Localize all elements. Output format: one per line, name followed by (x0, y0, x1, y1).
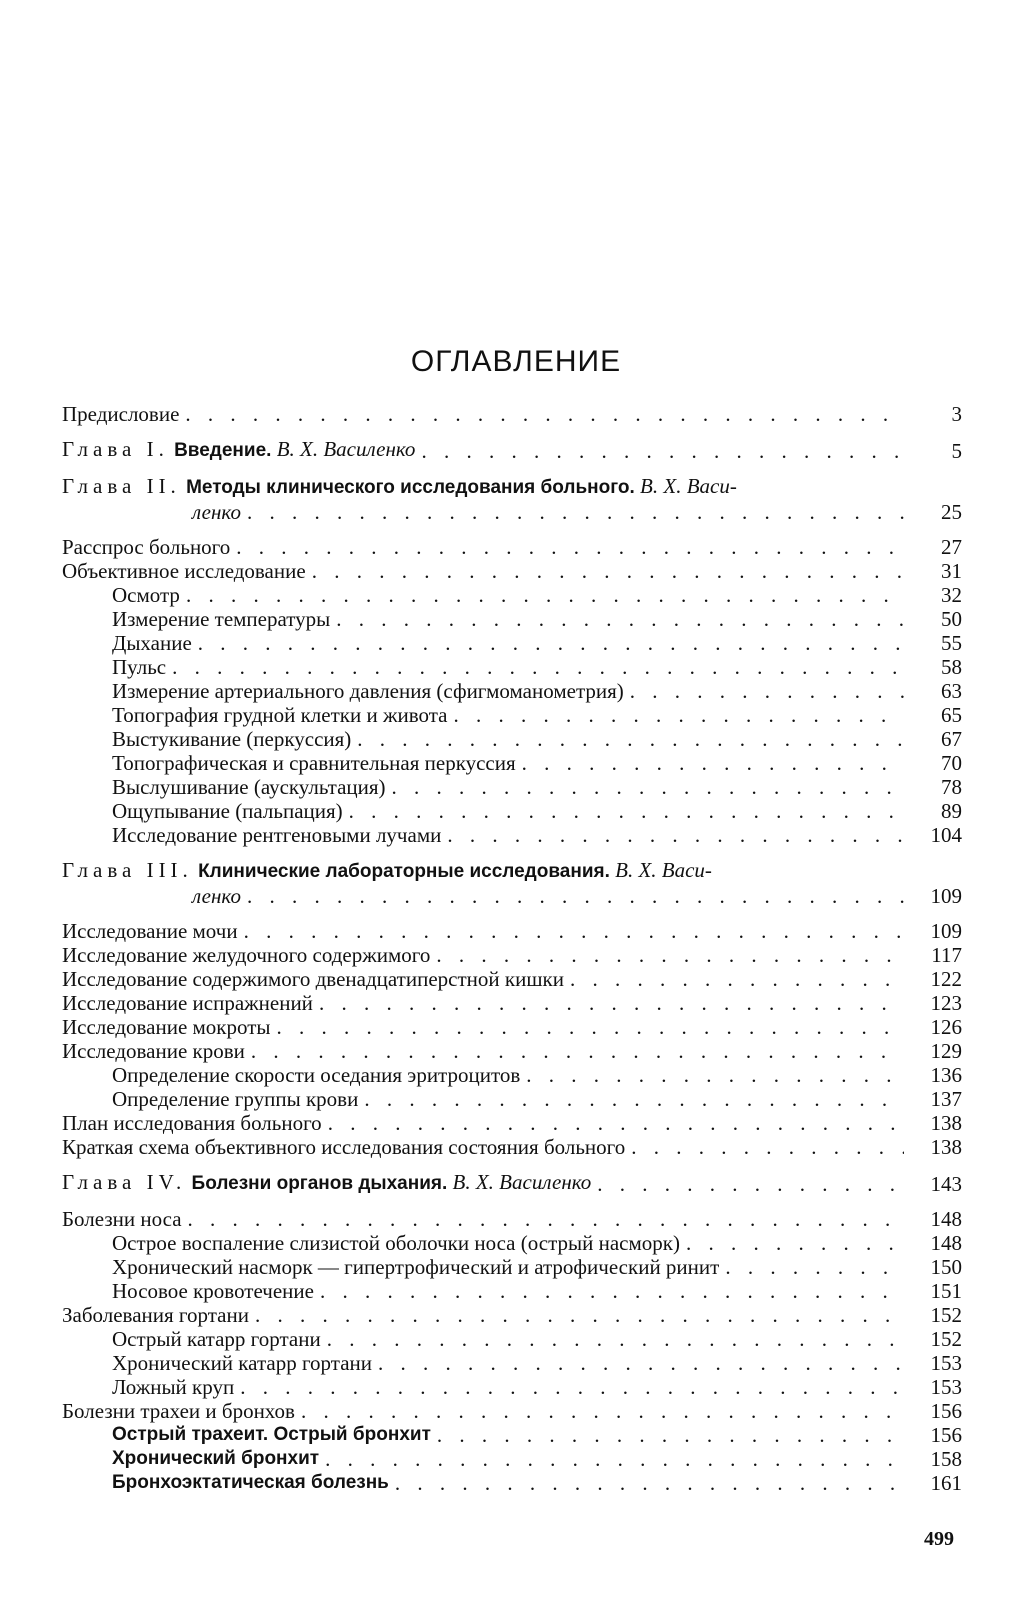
toc-entry-title: Определение группы крови (112, 1087, 359, 1111)
dot-leader (364, 1087, 904, 1111)
toc-entry-text (62, 655, 910, 679)
dot-leader (277, 1015, 904, 1039)
toc-entry (62, 751, 962, 775)
toc-entry-text (62, 1039, 910, 1063)
page-ref: 138 (930, 1135, 962, 1159)
page-ref: 70 (941, 751, 962, 775)
page-title: ОГЛАВЛЕНИЕ (410, 345, 622, 378)
toc-entry-text (62, 1087, 910, 1111)
toc-entry-continuation (62, 884, 962, 908)
toc-entry-text (62, 991, 910, 1015)
toc-entry-text (62, 1015, 910, 1039)
page-ref: 67 (941, 727, 962, 751)
page-ref: 151 (930, 1279, 962, 1303)
page-ref: 5 (951, 439, 962, 463)
page-ref: 136 (930, 1063, 962, 1087)
toc-entry (62, 858, 962, 884)
page-ref: 78 (941, 775, 962, 799)
toc-entry-title: Измерение артериального давления (сфигмоманометрия) (112, 679, 624, 703)
page-ref: 161 (930, 1471, 962, 1495)
toc-entry-text (62, 967, 910, 991)
toc-entry (62, 679, 962, 703)
toc-entry (62, 535, 962, 559)
chapter-title: Введение. (174, 440, 272, 461)
toc-entry (62, 1170, 962, 1196)
page-ref: 156 (930, 1423, 962, 1447)
chapter-label: Глава I. (62, 437, 169, 461)
dot-leader (240, 1375, 904, 1399)
toc-entry (62, 1327, 962, 1351)
dot-leader (244, 919, 904, 943)
page-ref: 156 (930, 1399, 962, 1423)
toc-entry-title: Предисловие (62, 402, 180, 426)
dot-leader (312, 559, 904, 583)
chapter-title: Болезни органов дыхания. (191, 1173, 448, 1194)
toc-entry (62, 967, 962, 991)
dot-leader (186, 583, 904, 607)
toc-entry (62, 437, 962, 463)
toc-entry (62, 402, 962, 426)
toc-entry-title: Краткая схема объективного исследования состояния больного (62, 1135, 626, 1159)
page-ref: 58 (941, 655, 962, 679)
toc-entry (62, 655, 962, 679)
page-ref: 109 (930, 919, 962, 943)
chapter-label: Глава III. (62, 858, 193, 882)
page-ref: 63 (941, 679, 962, 703)
chapter-author: В. Х. Васи- (615, 858, 712, 882)
toc-entry-text (62, 1471, 910, 1495)
dot-leader (320, 1279, 904, 1303)
page-ref: 50 (941, 607, 962, 631)
toc-entry (62, 1423, 962, 1447)
page-ref: 32 (941, 583, 962, 607)
toc-entry-title: Исследование рентгеновыми лучами (112, 823, 442, 847)
dot-leader (686, 1231, 904, 1255)
dot-leader (453, 703, 904, 727)
toc-entry-text (62, 703, 910, 727)
dot-leader (185, 402, 904, 426)
toc-entry-text (62, 1303, 910, 1327)
dot-leader (357, 727, 904, 751)
dot-leader (630, 679, 904, 703)
toc-entry (62, 631, 962, 655)
toc-entry-title: Заболевания гортани (62, 1303, 249, 1327)
toc-entry-text (62, 943, 910, 967)
toc-entry-text (62, 583, 910, 607)
toc-entry (62, 583, 962, 607)
toc-entry (62, 1447, 962, 1471)
toc-entry-title: Исследование мокроты (62, 1015, 271, 1039)
toc-entry-text (62, 1399, 910, 1423)
page-number: 499 (924, 1528, 954, 1550)
dot-leader (349, 799, 904, 823)
toc-entry-title: Расспрос больного (62, 535, 231, 559)
toc-entry (62, 1111, 962, 1135)
toc-entry-title: Исследование содержимого двенадцатиперстной кишки (62, 967, 564, 991)
table-of-contents (62, 402, 962, 1495)
page-ref: 138 (930, 1111, 962, 1135)
toc-entry (62, 1231, 962, 1255)
toc-entry-text (62, 1231, 910, 1255)
page-ref: 129 (930, 1039, 962, 1063)
dot-leader (188, 1207, 904, 1231)
page-ref: 143 (930, 1172, 962, 1196)
toc-entry (62, 474, 962, 500)
chapter-author: В. Х. Василенко (452, 1170, 592, 1194)
toc-entry-text (62, 775, 910, 799)
toc-entry-title: Измерение температуры (112, 607, 331, 631)
toc-entry-title: Ложный круп (112, 1375, 235, 1399)
dot-leader (631, 1135, 904, 1159)
dot-leader (236, 535, 904, 559)
page-ref: 65 (941, 703, 962, 727)
dot-leader (392, 775, 904, 799)
toc-entry (62, 1039, 962, 1063)
toc-entry-title: Топографическая и сравнительная перкуссия (112, 751, 516, 775)
chapter-title: Клинические лабораторные исследования. (198, 861, 610, 882)
page-ref: 89 (941, 799, 962, 823)
toc-entry (62, 943, 962, 967)
toc-entry (62, 1207, 962, 1231)
toc-entry-continuation (62, 500, 962, 524)
toc-entry-title: Бронхоэктатическая болезнь (112, 1472, 389, 1493)
toc-entry (62, 1351, 962, 1375)
toc-entry-title: Дыхание (112, 631, 192, 655)
dot-leader (437, 1423, 904, 1447)
toc-entry-text (62, 1135, 910, 1159)
toc-entry-text (62, 402, 910, 426)
page-ref: 148 (930, 1207, 962, 1231)
page-ref: 55 (941, 631, 962, 655)
toc-entry-text (62, 1207, 910, 1231)
toc-entry-text (62, 1170, 910, 1196)
toc-entry-text (62, 1111, 910, 1135)
toc-entry-text (62, 559, 910, 583)
dot-leader (247, 500, 904, 524)
toc-entry-title: Выслушивание (аускультация) (112, 775, 386, 799)
page-ref: 27 (941, 535, 962, 559)
toc-entry-title: Исследование испражнений (62, 991, 313, 1015)
toc-entry (62, 919, 962, 943)
page-ref: 152 (930, 1327, 962, 1351)
toc-entry (62, 1375, 962, 1399)
toc-entry-text (62, 1327, 910, 1351)
dot-leader (327, 1327, 904, 1351)
toc-entry-title: Осмотр (112, 583, 180, 607)
toc-entry-title: Острое воспаление слизистой оболочки носа (острый насморк) (112, 1231, 680, 1255)
toc-entry (62, 1015, 962, 1039)
page-ref: 153 (930, 1375, 962, 1399)
page-ref: 152 (930, 1303, 962, 1327)
toc-entry-text (62, 751, 910, 775)
toc-entry-title: Острый трахеит. Острый бронхит (112, 1424, 431, 1445)
toc-entry-text (62, 1351, 910, 1375)
dot-leader (378, 1351, 904, 1375)
dot-leader (570, 967, 904, 991)
chapter-author: В. Х. Васи- (640, 474, 737, 498)
page-ref: 31 (941, 559, 962, 583)
toc-entry-title: Хронический бронхит (112, 1448, 320, 1469)
toc-entry-title: Ощупывание (пальпация) (112, 799, 343, 823)
toc-entry (62, 607, 962, 631)
toc-entry-title: Болезни носа (62, 1207, 182, 1231)
toc-entry (62, 1135, 962, 1159)
toc-entry-text (62, 437, 910, 463)
dot-leader (198, 631, 904, 655)
dot-leader (597, 1172, 904, 1196)
page-ref: 148 (930, 1231, 962, 1255)
dot-leader (395, 1471, 904, 1495)
toc-entry-title: Хронический насморк — гипертрофический и атрофический ринит (112, 1255, 720, 1279)
dot-leader (247, 884, 904, 908)
toc-entry-text (62, 1375, 910, 1399)
page-ref: 150 (930, 1255, 962, 1279)
page-ref: 104 (930, 823, 962, 847)
toc-entry-text (62, 631, 910, 655)
toc-entry-title: Определение скорости оседания эритроцитов (112, 1063, 521, 1087)
toc-entry-text (62, 535, 910, 559)
dot-leader (255, 1303, 904, 1327)
dot-leader (325, 1447, 904, 1471)
toc-entry-text (62, 1063, 910, 1087)
chapter-title: Методы клинического исследования больного. (186, 477, 635, 498)
toc-entry-title: Топография грудной клетки и живота (112, 703, 448, 727)
toc-entry-title: Выстукивание (перкуссия) (112, 727, 352, 751)
chapter-author: ленко (192, 500, 241, 524)
toc-entry-title: Исследование крови (62, 1039, 245, 1063)
toc-entry (62, 799, 962, 823)
page-ref: 126 (930, 1015, 962, 1039)
toc-entry-title: Исследование желудочного содержимого (62, 943, 431, 967)
dot-leader (526, 1063, 904, 1087)
toc-entry (62, 775, 962, 799)
dot-leader (336, 607, 904, 631)
chapter-author: В. Х. Василенко (276, 437, 416, 461)
toc-entry-text (62, 727, 910, 751)
toc-entry-title: Острый катарр гортани (112, 1327, 321, 1351)
toc-entry-text (62, 799, 910, 823)
toc-entry-text (62, 1423, 910, 1447)
toc-entry (62, 1471, 962, 1495)
dot-leader (319, 991, 904, 1015)
page-ref: 109 (930, 884, 962, 908)
toc-entry-title: План исследования больного (62, 1111, 322, 1135)
toc-entry (62, 559, 962, 583)
toc-entry-title: Носовое кровотечение (112, 1279, 314, 1303)
toc-entry-text (62, 1279, 910, 1303)
page-ref: 123 (930, 991, 962, 1015)
toc-entry (62, 1255, 962, 1279)
toc-entry-text (62, 607, 910, 631)
page-ref: 153 (930, 1351, 962, 1375)
toc-entry-text (62, 1255, 910, 1279)
toc-entry (62, 703, 962, 727)
toc-entry (62, 1087, 962, 1111)
dot-leader (172, 655, 904, 679)
toc-entry (62, 1063, 962, 1087)
dot-leader (421, 439, 904, 463)
dot-leader (447, 823, 904, 847)
toc-entry-title: Объективное исследование (62, 559, 306, 583)
toc-entry (62, 1279, 962, 1303)
page-ref: 158 (930, 1447, 962, 1471)
page-ref: 137 (930, 1087, 962, 1111)
dot-leader (436, 943, 904, 967)
toc-entry-text (62, 679, 910, 703)
toc-entry-title: Пульс (112, 655, 167, 679)
dot-leader (725, 1255, 904, 1279)
toc-entry-text (62, 919, 910, 943)
page-ref: 3 (951, 402, 962, 426)
dot-leader (522, 751, 904, 775)
toc-entry-title: Болезни трахеи и бронхов (62, 1399, 295, 1423)
chapter-label: Глава II. (62, 474, 181, 498)
dot-leader (251, 1039, 904, 1063)
page-ref: 25 (941, 500, 962, 524)
toc-entry-title: Исследование мочи (62, 919, 238, 943)
dot-leader (328, 1111, 904, 1135)
chapter-label: Глава IV. (62, 1170, 187, 1194)
toc-entry-text (62, 1447, 910, 1471)
toc-entry (62, 727, 962, 751)
toc-entry (62, 823, 962, 847)
toc-entry-text (62, 823, 910, 847)
toc-entry (62, 991, 962, 1015)
page-ref: 117 (931, 943, 962, 967)
page-ref: 122 (930, 967, 962, 991)
toc-entry (62, 1399, 962, 1423)
chapter-author: ленко (192, 884, 241, 908)
toc-entry (62, 1303, 962, 1327)
toc-entry-title: Хронический катарр гортани (112, 1351, 373, 1375)
dot-leader (301, 1399, 904, 1423)
